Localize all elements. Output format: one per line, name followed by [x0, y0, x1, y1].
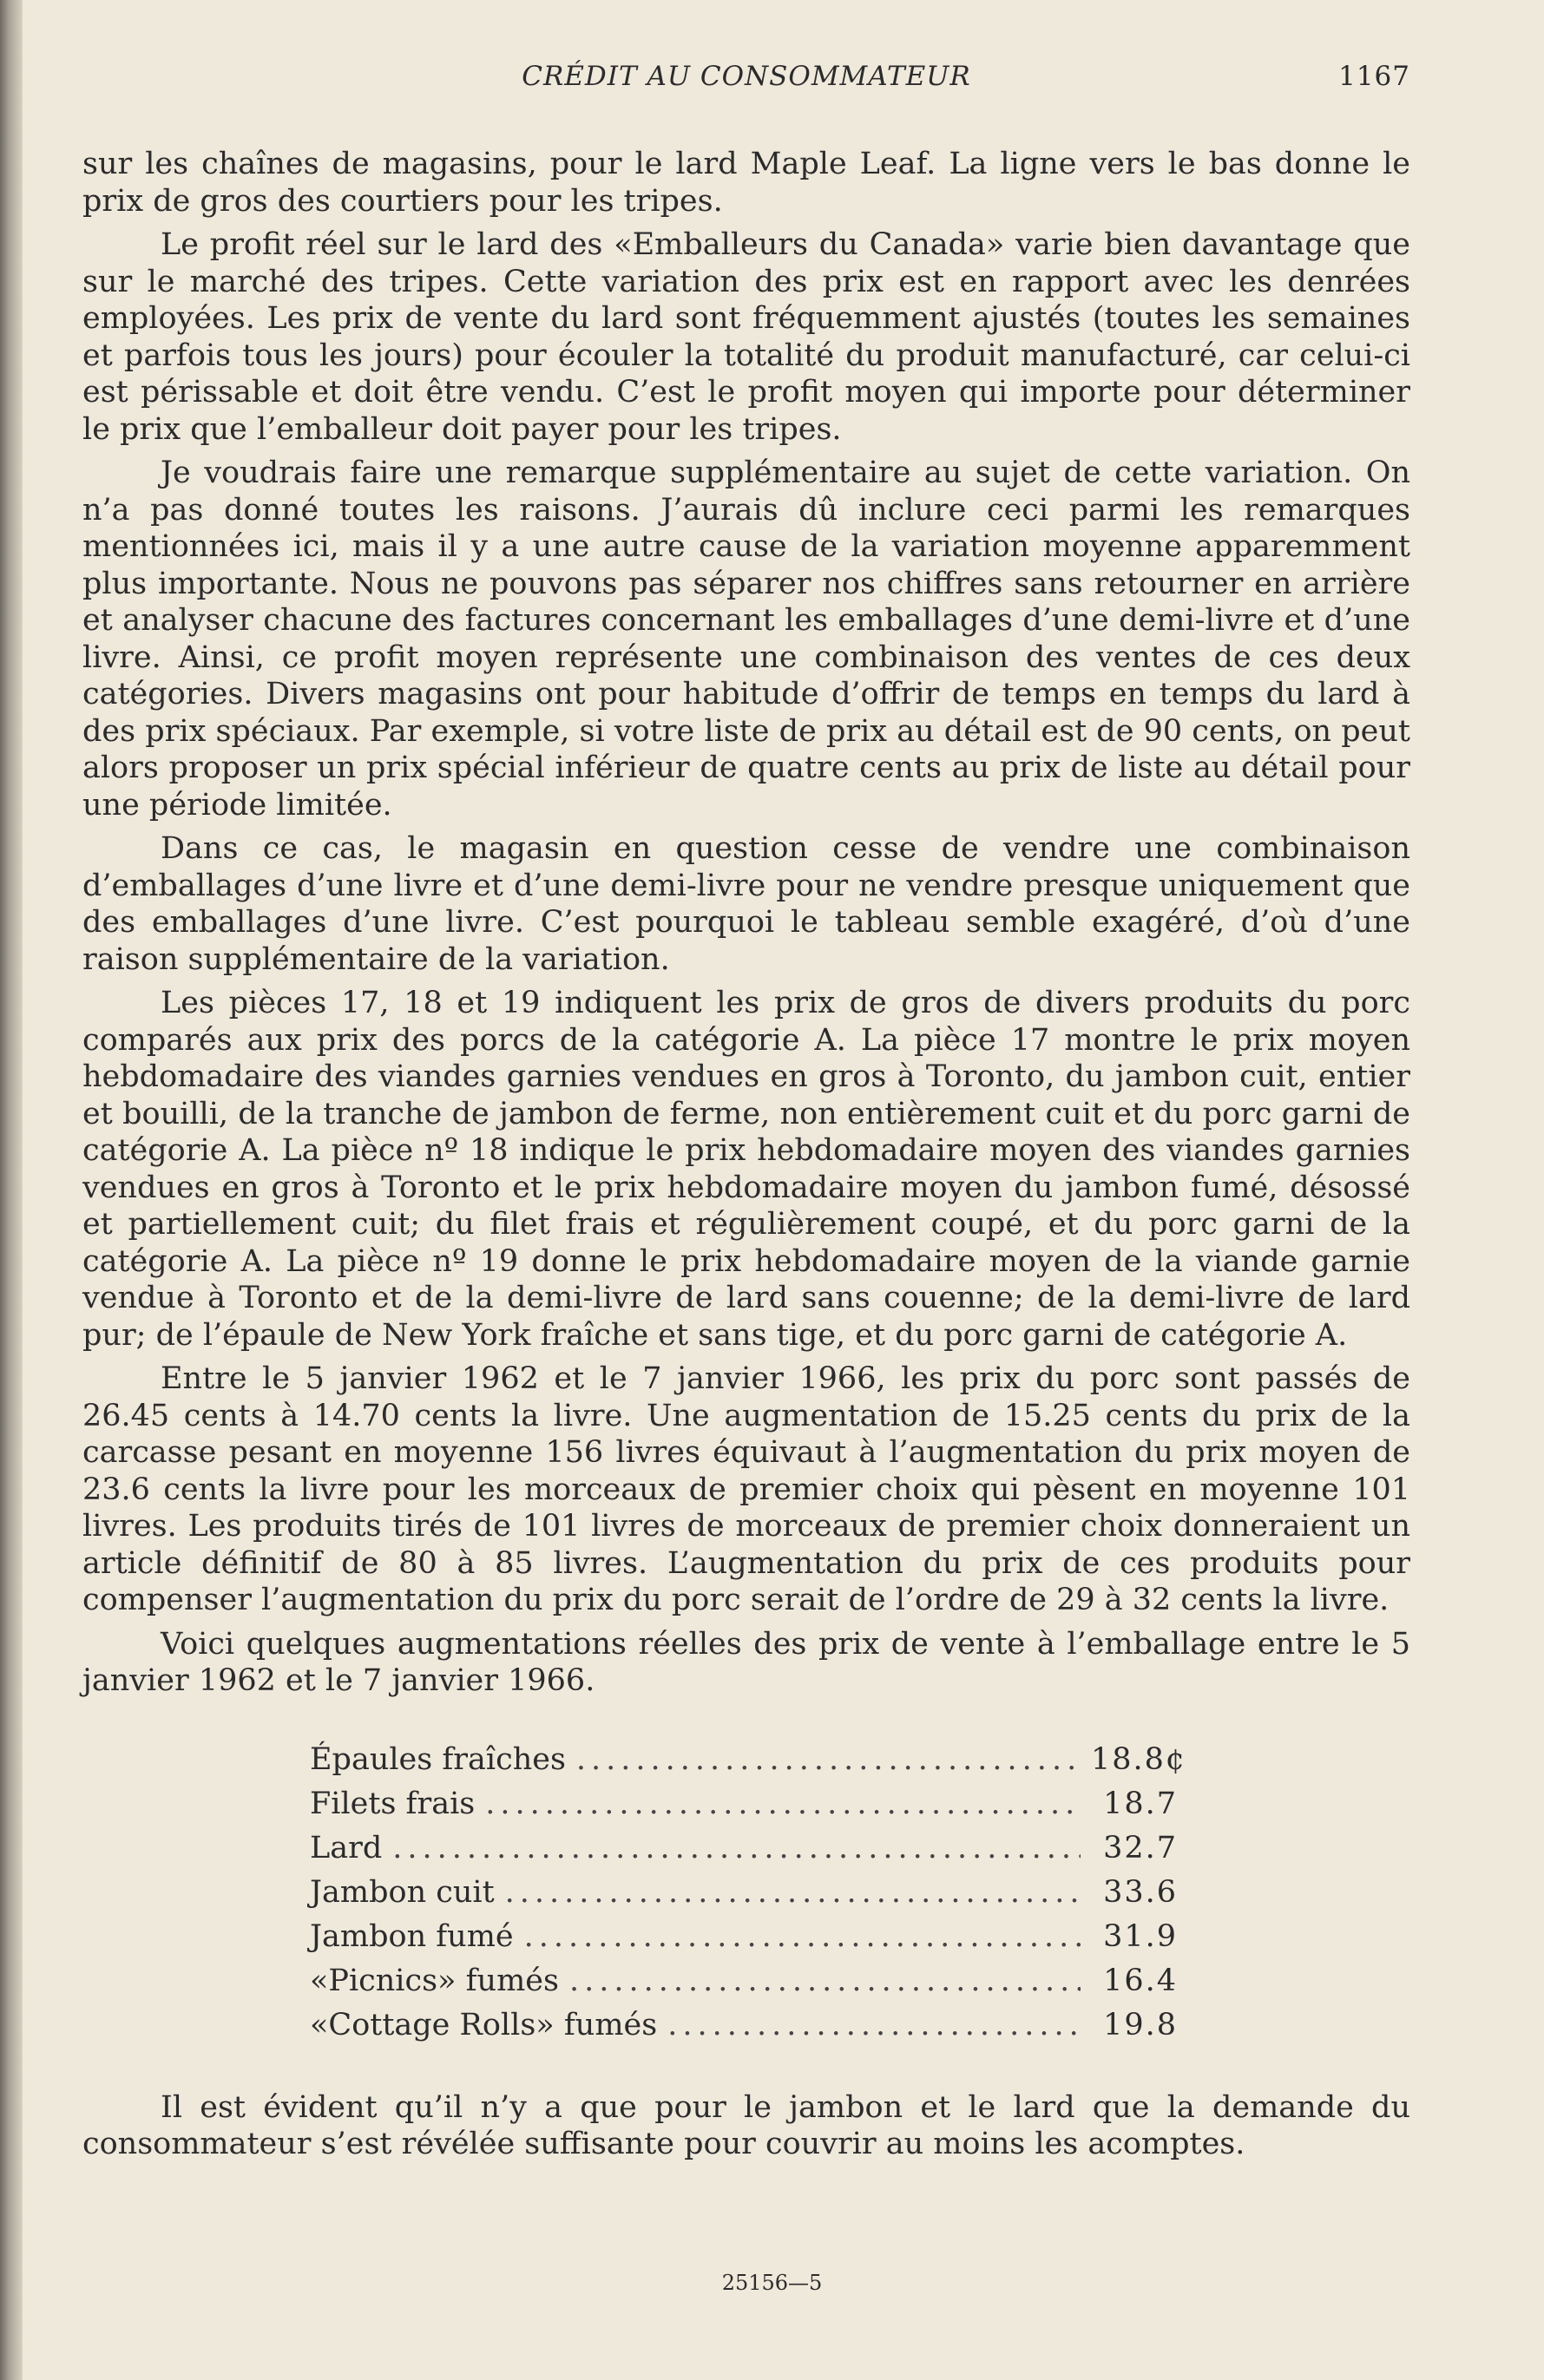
price-value: 18.7	[1103, 1786, 1178, 1821]
paragraph-3: Je voudrais faire une remarque supplémentaire au sujet de cette variation. On n’a pas donné toutes les raisons. J’aurais dû inclure ceci parmi les remarques mentionnées ici, mais il y a une autre cause de la variation moyenne apparemment plus importante. Nous ne pouvons pas séparer nos chiffres sans retourner en arrière et analyser chacune des factures concernant les emballages d’une demi-livre et d’une livre. Ainsi, ce profit moyen représente une combinaison des ventes de ces deux catégories. Divers magasins ont pour habitude d’offrir de temps en temps du lard à des prix spéciaux. Par exemple, si votre liste de prix au détail est de 90 cents, on peut alors proposer un prix spécial inférieur de quatre cents au prix de liste au détail pour une période limitée.	[82, 456, 1410, 823]
dot-leader	[576, 1738, 1081, 1782]
price-value: 33.6	[1103, 1874, 1178, 1910]
price-row	[310, 1826, 1178, 1871]
price-value: 32.7	[1103, 1830, 1178, 1865]
price-row	[310, 1915, 1178, 1959]
paragraph-5: Les pièces 17, 18 et 19 indiquent les prix de gros de divers produits du porc comparés aux prix des porcs de la catégorie A. La pièce 17 montre le prix moyen hebdomadaire des viandes garnies vendues en gros à Toronto, du jambon cuit, entier et bouilli, de la tranche de jambon de ferme, non entièrement cuit et du porc garni de catégorie A. La pièce nº 18 indique le prix hebdomadaire moyen des viandes garnies vendues en gros à Toronto et le prix hebdomadaire moyen du jambon fumé, désossé et partiellement cuit; du filet frais et régulièrement coupé, et du porc garni de la catégorie A. La pièce nº 19 donne le prix hebdomadaire moyen de la viande garnie vendue à Toronto et de la demi-livre de lard sans couenne; de la demi-livre de lard pur; de l’épaule de New York fraîche et sans tige, et du porc garni de catégorie A.	[82, 986, 1410, 1353]
price-value: 18.8¢	[1091, 1741, 1187, 1777]
price-value: 16.4	[1103, 1963, 1178, 1998]
book-spine-shadow	[0, 0, 23, 2380]
price-value: 19.8	[1103, 2007, 1178, 2042]
price-label: Épaules fraîches	[310, 1741, 566, 1777]
page-number: 1167	[1338, 61, 1410, 92]
body-text	[82, 146, 1410, 2163]
price-row	[310, 1738, 1187, 1782]
paragraph-7: Voici quelques augmentations réelles des prix de vente à l’emballage entre le 5 janvier 1962 et le 7 janvier 1966.	[82, 1626, 1410, 1698]
footer-code: 25156—5	[721, 2271, 823, 2295]
paragraph-6: Entre le 5 janvier 1962 et le 7 janvier 1966, les prix du porc sont passés de 26.45 cents à 14.70 cents la livre. Une augmentation de 15.25 cents du prix de la carcasse pesant en moyenne 156 livres équivaut à l’augmentation du prix moyen de 23.6 cents la livre pour les morceaux de premier choix qui pèsent en moyenne 101 livres. Les produits tirés de 101 livres de morceaux de premier choix donneraient un article définitif de 80 à 85 livres. L’augmentation du prix de ces produits pour compenser l’augmentation du prix du porc serait de l’ordre de 29 à 32 cents la livre.	[82, 1361, 1410, 1617]
paragraph-4: Dans ce cas, le magasin en question cesse de vendre une combinaison d’emballages d’une livre et d’une demi-livre pour ne vendre presque uniquement que des emballages d’une livre. C’est pourquoi le tableau semble exagéré, d’où d’une raison supplémentaire de la variation.	[82, 831, 1410, 977]
price-row	[310, 1782, 1178, 1826]
dot-leader	[667, 2003, 1081, 2048]
price-label: «Cottage Rolls» fumés	[310, 2007, 658, 2042]
paragraph-2: Le profit réel sur le lard des «Emballeurs du Canada» varie bien davantage que sur le marché des tripes. Cette variation des prix est en rapport avec les denrées employées. Les prix de vente du lard sont fréquemment ajustés (toutes les semaines et parfois tous les jours) pour écouler la totalité du produit manufacturé, car celui-ci est périssable et doit être vendu. C’est le profit moyen qui importe pour déterminer le prix que l’emballeur doit payer pour les tripes.	[82, 227, 1410, 447]
closing-paragraph: Il est évident qu’il n’y a que pour le jambon et le lard que la demande du consommateur s’est révélée suffisante pour couvrir au moins les acomptes.	[82, 2089, 1410, 2161]
running-header	[82, 61, 1410, 113]
dot-leader	[524, 1915, 1081, 1959]
price-label: Jambon cuit	[310, 1874, 495, 1910]
document-page	[82, 61, 1410, 2170]
price-row	[310, 1871, 1178, 1915]
price-label: Lard	[310, 1830, 383, 1865]
price-increase-list	[310, 1738, 1187, 2048]
price-row	[310, 2003, 1178, 2048]
price-row	[310, 1959, 1178, 2003]
dot-leader	[505, 1871, 1081, 1915]
paragraph-1: sur les chaînes de magasins, pour le lard Maple Leaf. La ligne vers le bas donne le prix de gros des courtiers pour les tripes.	[82, 147, 1410, 219]
price-label: Filets frais	[310, 1786, 476, 1821]
dot-leader	[392, 1826, 1081, 1871]
running-title: CRÉDIT AU CONSOMMATEUR	[522, 61, 971, 92]
price-value: 31.9	[1103, 1918, 1178, 1954]
price-label: Jambon fumé	[310, 1918, 514, 1954]
dot-leader	[569, 1959, 1081, 2003]
dot-leader	[485, 1782, 1081, 1826]
price-label: «Picnics» fumés	[310, 1963, 559, 1998]
